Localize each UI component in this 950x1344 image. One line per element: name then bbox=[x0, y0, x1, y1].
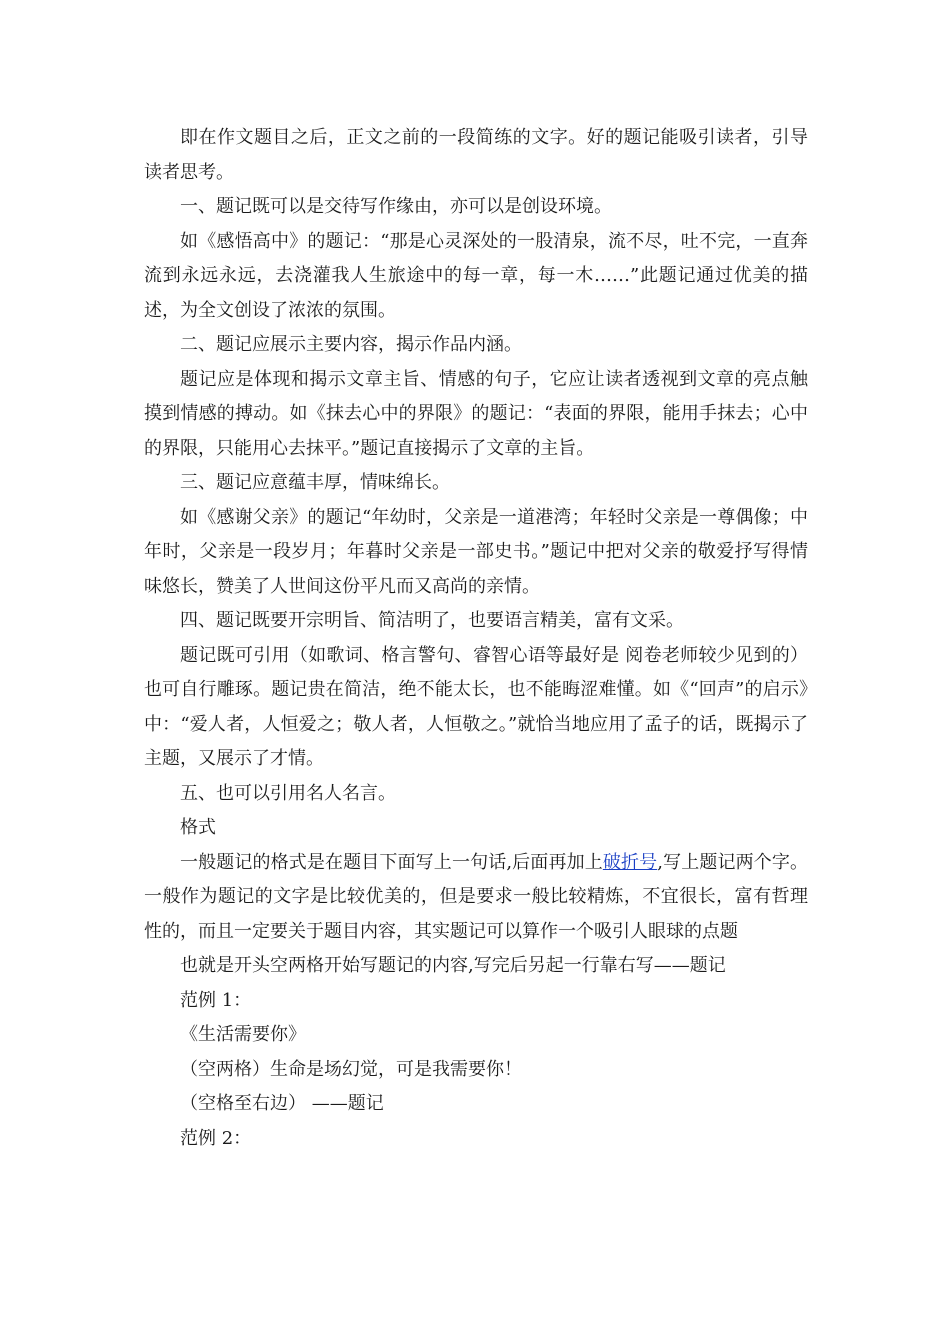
format-heading: 格式 bbox=[180, 817, 216, 838]
point-four-example: 题记既可引用（如歌词、格言警句、睿智心语等最好是 阅卷老师较少见到的）也可自行雕琢。题记贵在简洁，绝不能太长，也不能晦涩难懂。如《“回声”的启示》中：“爱人者，人恒爱之；敬人者，人恒敬之。”就恰当地应用了孟子的话，既揭示了主题，又展示了才情。 bbox=[144, 644, 808, 769]
point-two-heading: 二、题记应展示主要内容，揭示作品内涵。 bbox=[180, 334, 522, 355]
point-three-example: 如《感谢父亲》的题记“年幼时，父亲是一道港湾；年轻时父亲是一尊偶像；中年时，父亲是一段岁月；年暮时父亲是一部史书。”题记中把对父亲的敬爱抒写得情味悠长，赞美了人世间这份平凡而又高尚的亲情。 bbox=[144, 506, 808, 597]
format-description: 也就是开头空两格开始写题记的内容,写完后另起一行靠右写——题记 bbox=[180, 955, 726, 976]
format-paragraph bbox=[144, 846, 808, 950]
dash-link[interactable]: 破折号 bbox=[602, 851, 658, 873]
point-five-heading: 五、也可以引用名人名言。 bbox=[180, 782, 396, 804]
example-one-title: 《生活需要你》 bbox=[180, 1024, 306, 1045]
document-body bbox=[144, 121, 808, 1156]
point-one-example: 如《感悟高中》的题记：“那是心灵深处的一股清泉，流不尽，吐不完，一直奔流到永远永远，去浇灌我人生旅途中的每一章，每一木……”此题记通过优美的描述，为全文创设了浓浓的氛围。 bbox=[144, 230, 808, 321]
point-three-heading: 三、题记应意蕴丰厚，情味绵长。 bbox=[180, 472, 450, 493]
example-one-label: 范例 1： bbox=[180, 989, 252, 1011]
example-one-body: （空两格）生命是场幻觉，可是我需要你！ bbox=[180, 1058, 522, 1080]
point-four-heading: 四、题记既要开宗明旨、简洁明了，也要语言精美，富有文采。 bbox=[180, 610, 684, 631]
intro-paragraph: 即在作文题目之后，正文之前的一段简练的文字。好的题记能吸引读者，引导读者思考。 bbox=[144, 127, 808, 183]
example-one-signature: （空格至右边） ——题记 bbox=[180, 1093, 384, 1114]
format-text-before-link: 一般题记的格式是在题目下面写上一句话,后面再加上 bbox=[180, 851, 603, 873]
example-two-label: 范例 2： bbox=[180, 1127, 252, 1149]
point-one-heading: 一、题记既可以是交待写作缘由，亦可以是创设环境。 bbox=[180, 196, 612, 217]
point-two-example: 题记应是体现和揭示文章主旨、情感的句子，它应让读者透视到文章的亮点触摸到情感的搏动。如《抹去心中的界限》的题记：“表面的界限，能用手抹去；心中的界限，只能用心去抹平。”题记直接揭示了文章的主旨。 bbox=[144, 368, 808, 459]
format-text-after-link: ,写上题记两个字。一般作为题记的文字是比较优美的，但是要求一般比较精炼，不宜很长，富有哲理性的，而且一定要关于题目内容，其实题记可以算作一个吸引人眼球的点题 bbox=[144, 851, 808, 942]
